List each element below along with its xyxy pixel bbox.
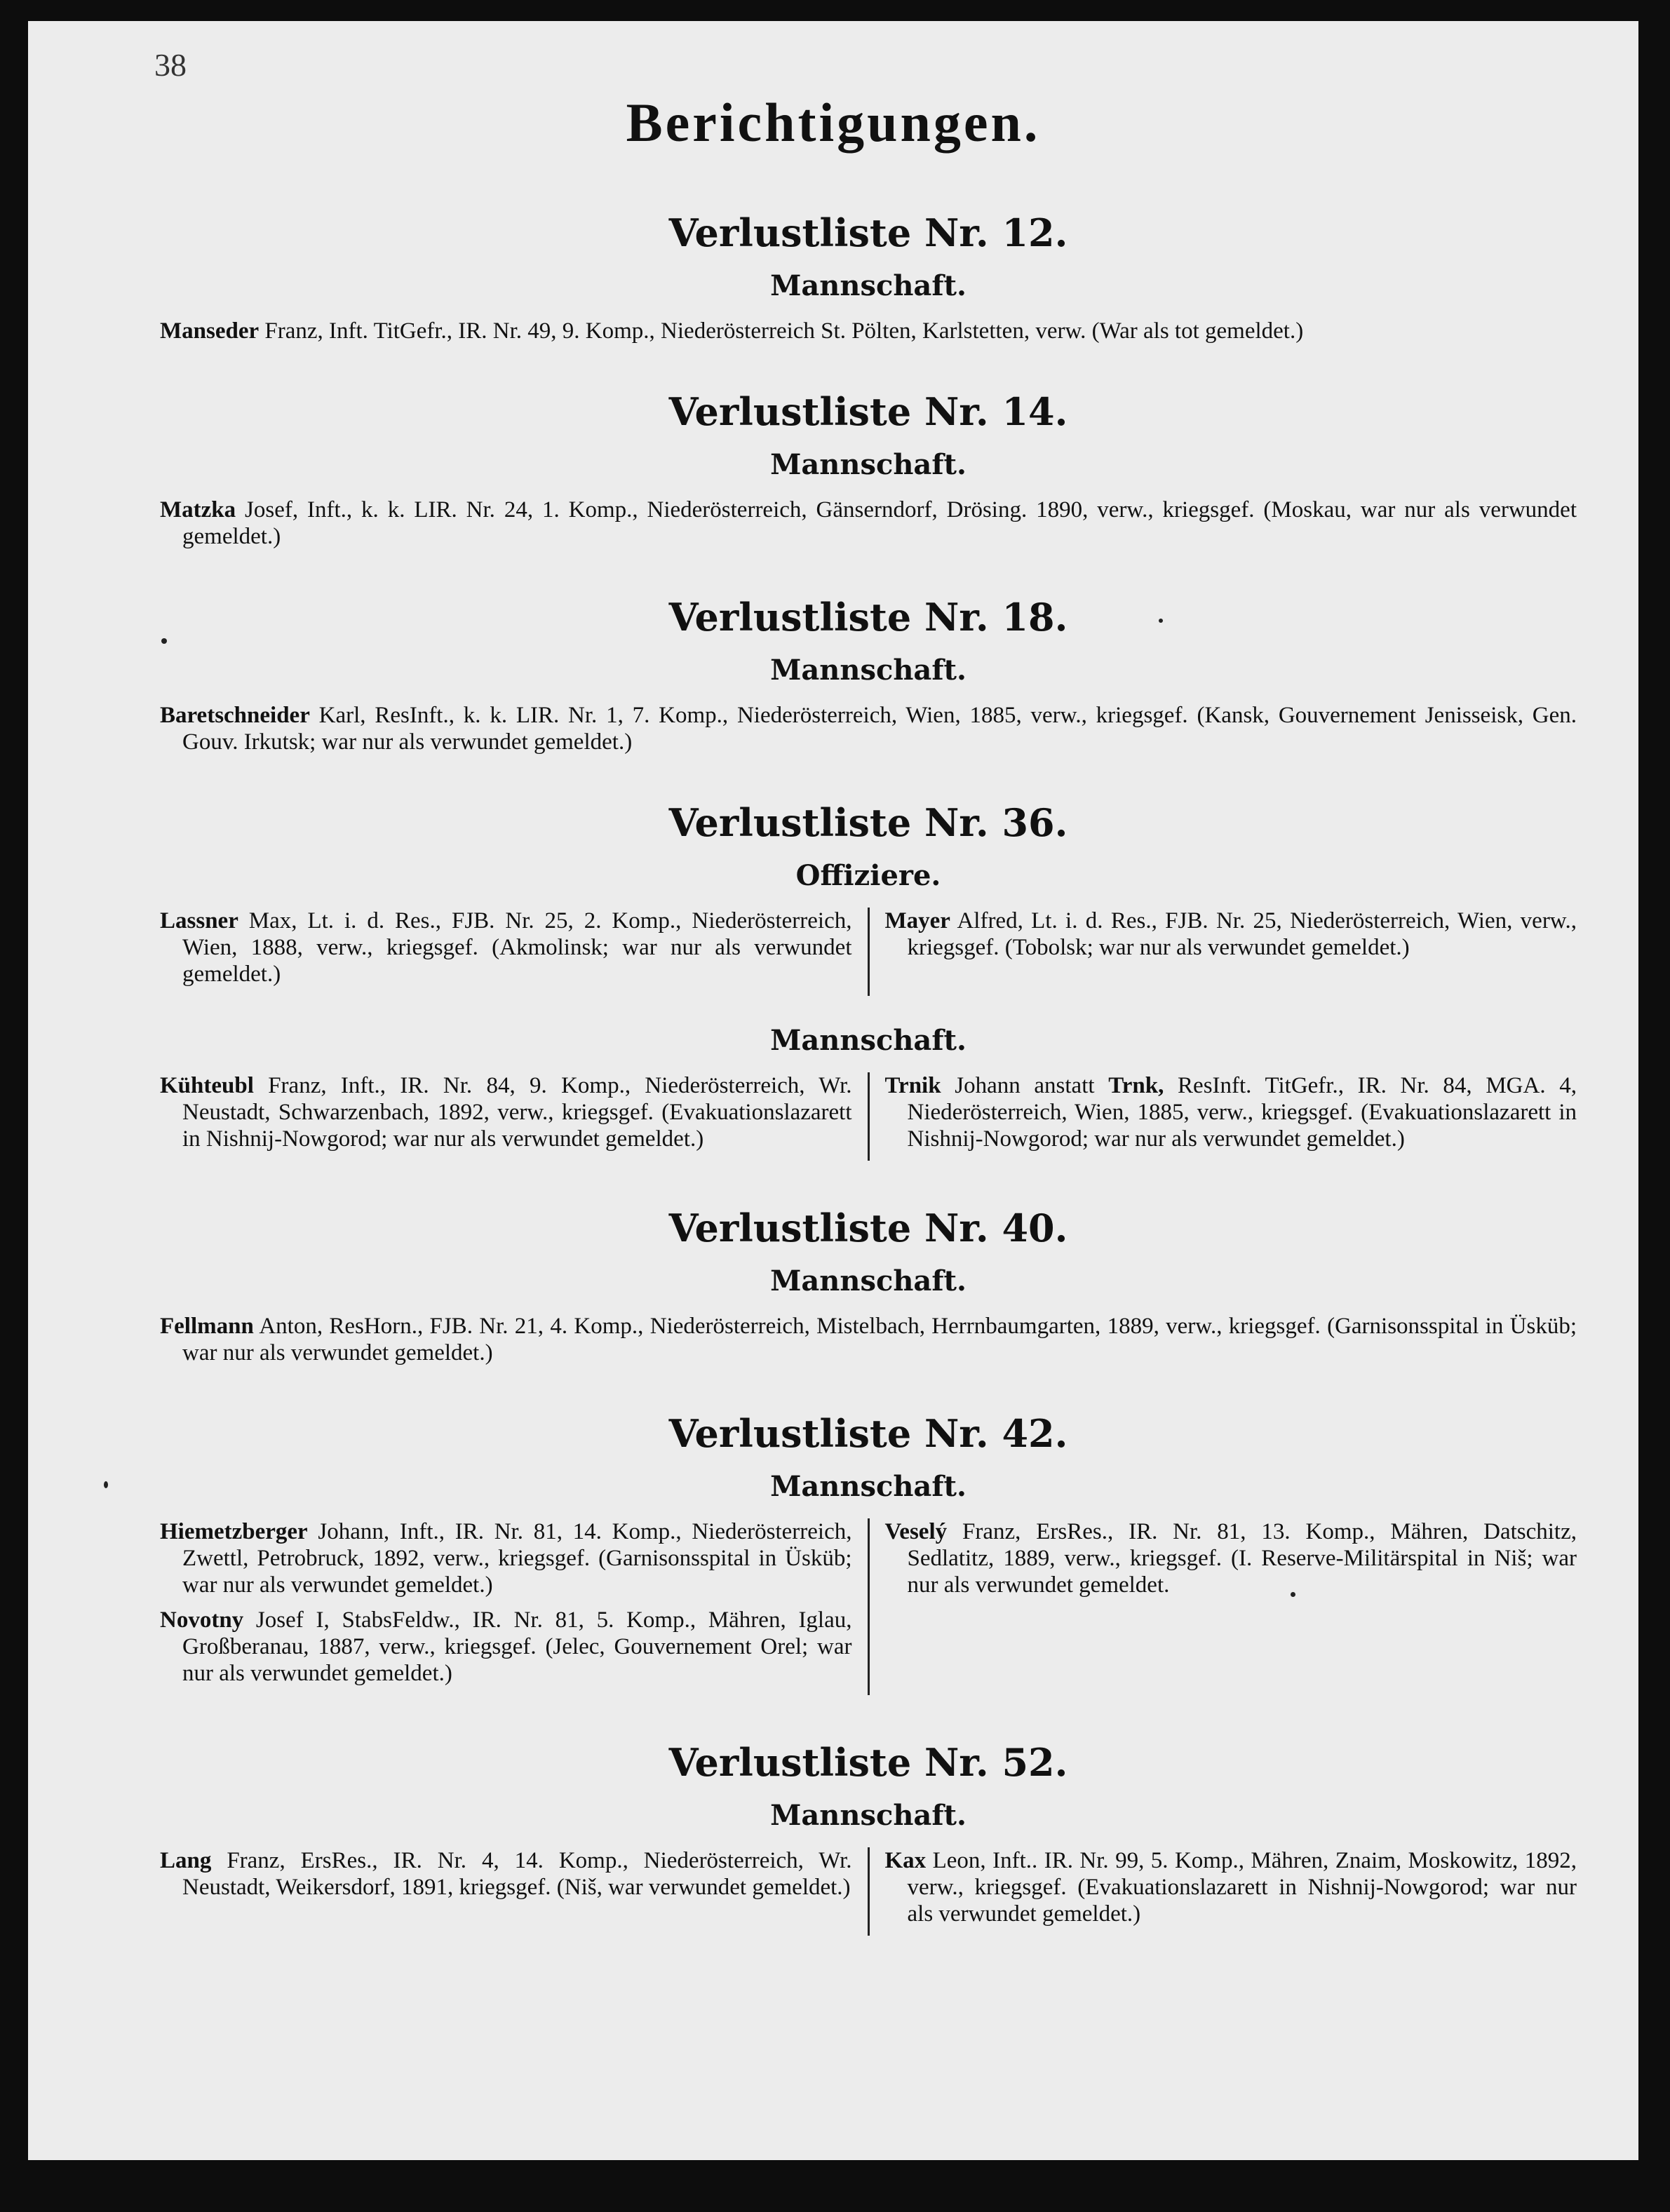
entry-name: Novotny [160,1607,244,1633]
entry-name: Kax [884,1848,927,1873]
two-column-block [160,1072,1577,1161]
entry [160,1847,852,1901]
entry-name: Hiemetzberger [160,1519,308,1544]
entry-text: Anton, ResHorn., FJB. Nr. 21, 4. Komp., Niederösterreich, Mistelbach, Herrnbaumgarten, 1889, verw., kriegsgef. (Garnisonsspital in Üsküb; war nur als verwundet gemeldet.) [182,1314,1577,1365]
entry-text: Franz, ErsRes., IR. Nr. 4, 14. Komp., Niederösterreich, Wr. Neustadt, Weikersdorf, 1891, kriegsgef. (Niš, war verwundet gemeldet.) [182,1848,852,1900]
entry-text: Franz, Inft., IR. Nr. 84, 9. Komp., Niederösterreich, Wr. Neustadt, Schwarzenbach, 1892, verw., kriegsgef. (Evakuationslazarett in Nishnij-Nowgorod; war nur als verwundet gemeldet.) [182,1073,852,1152]
scan-speck [161,638,167,644]
entry-name: Matzka [160,497,236,522]
entry-text: ResInft. TitGefr., IR. Nr. 84, MGA. 4, Niederösterreich, Wien, 1885, verw., kriegsgef. (Evakuationslazarett in Nishnij-Nowgorod; war nur als verwundet gemeldet.) [907,1073,1577,1152]
list-title: Verlustliste Nr. 36. [668,800,1068,845]
entry-text: Johann anstatt [941,1073,1109,1098]
entry-text: Alfred, Lt. i. d. Res., FJB. Nr. 25, Niederösterreich, Wien, verw., kriegsgef. (Tobolsk; war nur als verwundet gemeldet.) [907,908,1577,960]
entry-text: Max, Lt. i. d. Res., FJB. Nr. 25, 2. Komp., Niederösterreich, Wien, 1888, verw., kriegsgef. (Akmolinsk; war nur als verwundet gemeldet.) [182,908,852,987]
section-list-12 [160,210,1577,344]
list-title: Verlustliste Nr. 14. [668,389,1068,434]
left-column [160,908,868,996]
entry [160,1518,852,1598]
entry [160,497,1577,550]
entry-text: Franz, ErsRes., IR. Nr. 81, 13. Komp., Mähren, Datschitz, Sedlatitz, 1889, verw., kriegsgef. (I. Reserve-Militärspital in Niš; war nur als verwundet gemeldet. [907,1519,1577,1598]
entry [160,908,852,987]
section-list-18 [160,595,1577,755]
entry-name: Fellmann [160,1314,254,1339]
entry [160,1607,852,1687]
category-heading: Mannschaft. [770,448,967,481]
two-column-block [160,1847,1577,1936]
left-column [160,1072,868,1161]
entry-name-corrected: Trnk, [1108,1073,1164,1098]
scan-speck [1159,619,1163,623]
category-heading: Mannschaft. [770,1024,967,1057]
entry-name: Mayer [884,908,950,933]
entry-text: Karl, ResInft., k. k. LIR. Nr. 1, 7. Komp., Niederösterreich, Wien, 1885, verw., kriegsgef. (Kansk, Gouvernement Jenisseisk, Gen. Gouv. Irkutsk; war nur als verwundet gemeldet.) [182,703,1577,755]
two-column-block [160,908,1577,996]
category-heading: Offiziere. [795,859,941,892]
section-list-14 [160,389,1577,550]
right-column [868,1072,1577,1161]
entry-text: Leon, Inft.. IR. Nr. 99, 5. Komp., Mähren, Znaim, Moskowitz, 1892, verw., kriegsgef. (Evakuationslazarett in Nishnij-Nowgorod; war nur als verwundet gemeldet.) [907,1848,1577,1927]
section-list-40 [160,1206,1577,1366]
entry-text: Franz, Inft. TitGefr., IR. Nr. 49, 9. Komp., Niederösterreich St. Pölten, Karlstetten, verw. (War als tot gemeldet.) [259,318,1304,344]
two-column-block [160,1518,1577,1695]
entry [160,1313,1577,1366]
entry [160,318,1577,344]
right-column [868,1847,1577,1936]
list-title: Verlustliste Nr. 40. [668,1206,1068,1250]
category-heading: Mannschaft. [770,269,967,302]
entry-name: Manseder [160,318,260,344]
left-column [160,1847,868,1936]
right-column [868,908,1577,996]
list-title: Verlustliste Nr. 42. [668,1411,1068,1456]
entry-name: Lang [160,1848,212,1873]
entry [885,1072,1577,1152]
entry-text: Johann, Inft., IR. Nr. 81, 14. Komp., Niederösterreich, Zwettl, Petrobruck, 1892, verw., kriegsgef. (Garnisonsspital in Üsküb; war nur als verwundet gemeldet.) [182,1519,852,1598]
entry [160,702,1577,755]
entry-name: Trnik [884,1073,941,1098]
section-list-52 [160,1740,1577,1936]
right-column [868,1518,1577,1695]
scan-speck [104,1481,108,1488]
category-heading: Mannschaft. [770,1265,967,1297]
entry [885,1847,1577,1927]
section-list-42 [160,1411,1577,1695]
entry [885,908,1577,961]
entry [160,1072,852,1152]
category-heading: Mannschaft. [770,1799,967,1832]
entry-name: Lassner [160,908,238,933]
list-title: Verlustliste Nr. 18. [668,595,1068,640]
list-title: Verlustliste Nr. 12. [668,210,1068,255]
entry [885,1518,1577,1598]
left-column [160,1518,868,1695]
category-heading: Mannschaft. [770,654,967,687]
page-title: Berichtigungen. [626,92,1041,153]
section-list-36 [160,800,1577,1161]
list-title: Verlustliste Nr. 52. [668,1740,1068,1785]
entry-text: Josef, Inft., k. k. LIR. Nr. 24, 1. Komp., Niederösterreich, Gänserndorf, Drösing. 1890, verw., kriegsgef. (Moskau, war nur als verwundet gemeldet.) [182,497,1577,549]
corrections-content [160,210,1577,1981]
entry-text: Josef I, StabsFeldw., IR. Nr. 81, 5. Komp., Mähren, Iglau, Großberanau, 1887, verw., kriegsgef. (Jelec, Gouvernement Orel; war nur als verwundet gemeldet.) [182,1607,852,1686]
entry-name: Kühteubl [160,1073,254,1098]
entry-name: Veselý [884,1519,948,1544]
category-heading: Mannschaft. [770,1470,967,1503]
page-number: 38 [154,47,187,83]
scan-speck [1291,1592,1295,1597]
entry-name: Baretschneider [160,703,310,728]
document-page [28,21,1638,2160]
